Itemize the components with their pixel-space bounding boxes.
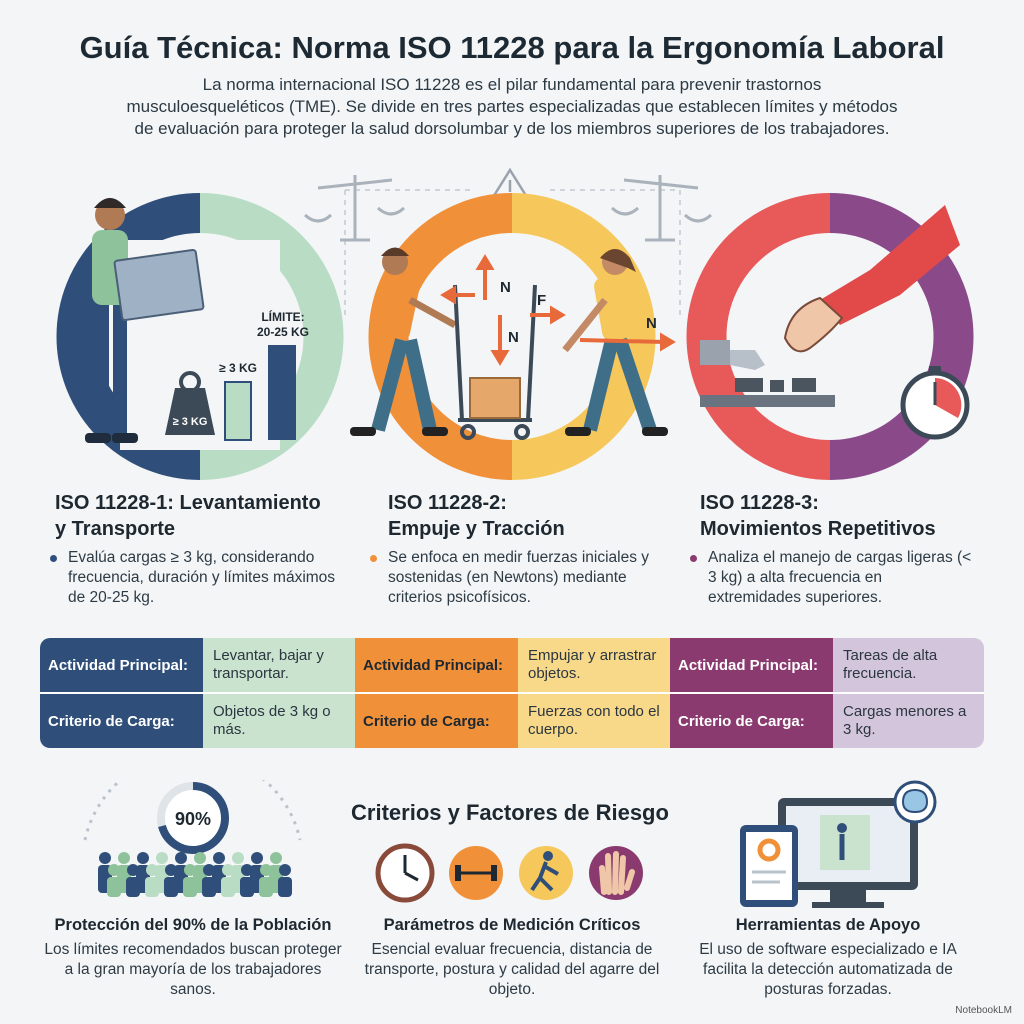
- person-body: [183, 877, 197, 897]
- person-head: [118, 852, 130, 864]
- table-group-part3: [670, 638, 984, 748]
- table-row: [355, 638, 670, 694]
- person-head: [99, 852, 111, 864]
- monitor-icon: [740, 798, 918, 908]
- card-protection-text: Los límites recomendados buscan proteger a la gran mayoría de los trabajadores sanos.: [44, 941, 342, 998]
- card-parameters-text: Esencial evaluar frecuencia, distancia de transporte, postura y calidad del agarre del objeto.: [364, 941, 660, 998]
- brain-icon: [895, 782, 935, 822]
- person-head: [279, 864, 291, 876]
- person-head: [108, 864, 120, 876]
- force-n-label-3: N: [646, 315, 657, 332]
- intro-text: [90, 74, 934, 140]
- person-head: [270, 852, 282, 864]
- person-head: [260, 864, 272, 876]
- brand-label: NotebookLM: [955, 1005, 1012, 1016]
- percent-badge: 90%: [174, 809, 212, 829]
- part3-description: Analiza el manejo de cargas ligeras (< 3 kg) a alta frecuencia en extremidades superiores.: [686, 548, 976, 608]
- person-body: [126, 877, 140, 897]
- person-head: [184, 864, 196, 876]
- card-protection-title: Protección del 90% de la Población: [54, 916, 332, 934]
- intro-line-1: La norma internacional ISO 11228 es el pilar fundamental para prevenir trastornos: [202, 75, 822, 94]
- table-row: [670, 694, 984, 748]
- intro-line-3: de evaluación para proteger la salud dorsolumbar y de los miembros superiores de los trabajadores.: [134, 119, 890, 138]
- part2-description: Se enfoca en medir fuerzas iniciales y sostenidas (en Newtons) mediante criterios psicofísicos.: [366, 548, 666, 608]
- criterion-value: Fuerzas con todo el cuerpo.: [518, 694, 670, 748]
- criterion-label: Criterio de Carga:: [670, 694, 833, 748]
- part1-description: Evalúa cargas ≥ 3 kg, considerando frecuencia, duración y límites máximos de 20-25 kg.: [46, 548, 336, 608]
- activity-label: Actividad Principal:: [40, 638, 203, 692]
- person-head: [146, 864, 158, 876]
- distance-icon: [449, 846, 503, 900]
- person-body: [145, 877, 159, 897]
- bullet-dot: [690, 555, 697, 562]
- table-row: [40, 694, 355, 748]
- activity-value: Levantar, bajar y transportar.: [203, 638, 355, 692]
- person-body: [240, 877, 254, 897]
- card-tools-text: El uso de software especializado e IA facilita la detección automatizada de posturas forzadas.: [699, 941, 957, 998]
- criterion-value: Cargas menores a 3 kg.: [833, 694, 984, 748]
- person-head: [165, 864, 177, 876]
- person-head: [175, 852, 187, 864]
- criterion-label: Criterio de Carga:: [40, 694, 203, 748]
- illustration-band: [0, 150, 1024, 480]
- card-tools-title: Herramientas de Apoyo: [735, 916, 921, 934]
- person-body: [278, 877, 292, 897]
- part2-title: ISO 11228-2: Empuje y Tracción: [388, 492, 565, 540]
- person-head: [156, 852, 168, 864]
- activity-label: Actividad Principal:: [670, 638, 833, 692]
- criterion-value: Objetos de 3 kg o más.: [203, 694, 355, 748]
- part3-title: ISO 11228-3: Movimientos Repetitivos: [700, 492, 936, 540]
- activity-label: Actividad Principal:: [355, 638, 518, 692]
- force-f-label: F: [537, 292, 547, 309]
- criterion-label: Criterio de Carga:: [355, 694, 518, 748]
- page-title: Guía Técnica: Norma ISO 11228 para la Ergonomía Laboral: [79, 30, 945, 65]
- person-head: [213, 852, 225, 864]
- activity-value: Empujar y arrastrar objetos.: [518, 638, 670, 692]
- bar-label: ≥ 3 KG: [219, 361, 257, 375]
- intro-line-2: musculoesqueléticos (TME). Se divide en tres partes especializadas que establecen límites y métodos: [126, 97, 898, 116]
- table-row: [40, 638, 355, 694]
- posture-icon: [519, 846, 573, 900]
- person-head: [241, 864, 253, 876]
- person-head: [127, 864, 139, 876]
- activity-value: Tareas de alta frecuencia.: [833, 638, 984, 692]
- person-body: [259, 877, 273, 897]
- person-head: [203, 864, 215, 876]
- person-head: [222, 864, 234, 876]
- part1-title: ISO 11228-1: Levantamiento y Transporte: [55, 492, 321, 540]
- force-n-label-2: N: [508, 329, 519, 346]
- criteria-title: Criterios y Factores de Riesgo: [351, 800, 669, 825]
- card-parameters-title: Parámetros de Medición Críticos: [383, 916, 641, 934]
- scale-icon: [612, 175, 711, 240]
- clock-icon: [378, 846, 432, 900]
- person-body: [221, 877, 235, 897]
- person-head: [137, 852, 149, 864]
- person-head: [232, 852, 244, 864]
- weight-label: ≥ 3 KG: [172, 416, 208, 428]
- scale-icon: [305, 175, 404, 240]
- person-body: [164, 877, 178, 897]
- table-row: [670, 638, 984, 694]
- limit-label-2: 20-25 KG: [256, 325, 310, 339]
- comparison-table: [40, 638, 984, 748]
- force-n-label-1: N: [500, 279, 511, 296]
- person-head: [251, 852, 263, 864]
- table-group-part1: [40, 638, 355, 748]
- population-group-icon: [85, 780, 300, 897]
- table-row: [355, 694, 670, 748]
- person-body: [107, 877, 121, 897]
- person-head: [194, 852, 206, 864]
- bullet-dot: [370, 555, 377, 562]
- limit-label-1: LÍMITE:: [261, 310, 305, 324]
- table-group-part2: [355, 638, 670, 748]
- bullet-dot: [50, 555, 57, 562]
- hand-icon: [589, 846, 643, 900]
- person-body: [202, 877, 216, 897]
